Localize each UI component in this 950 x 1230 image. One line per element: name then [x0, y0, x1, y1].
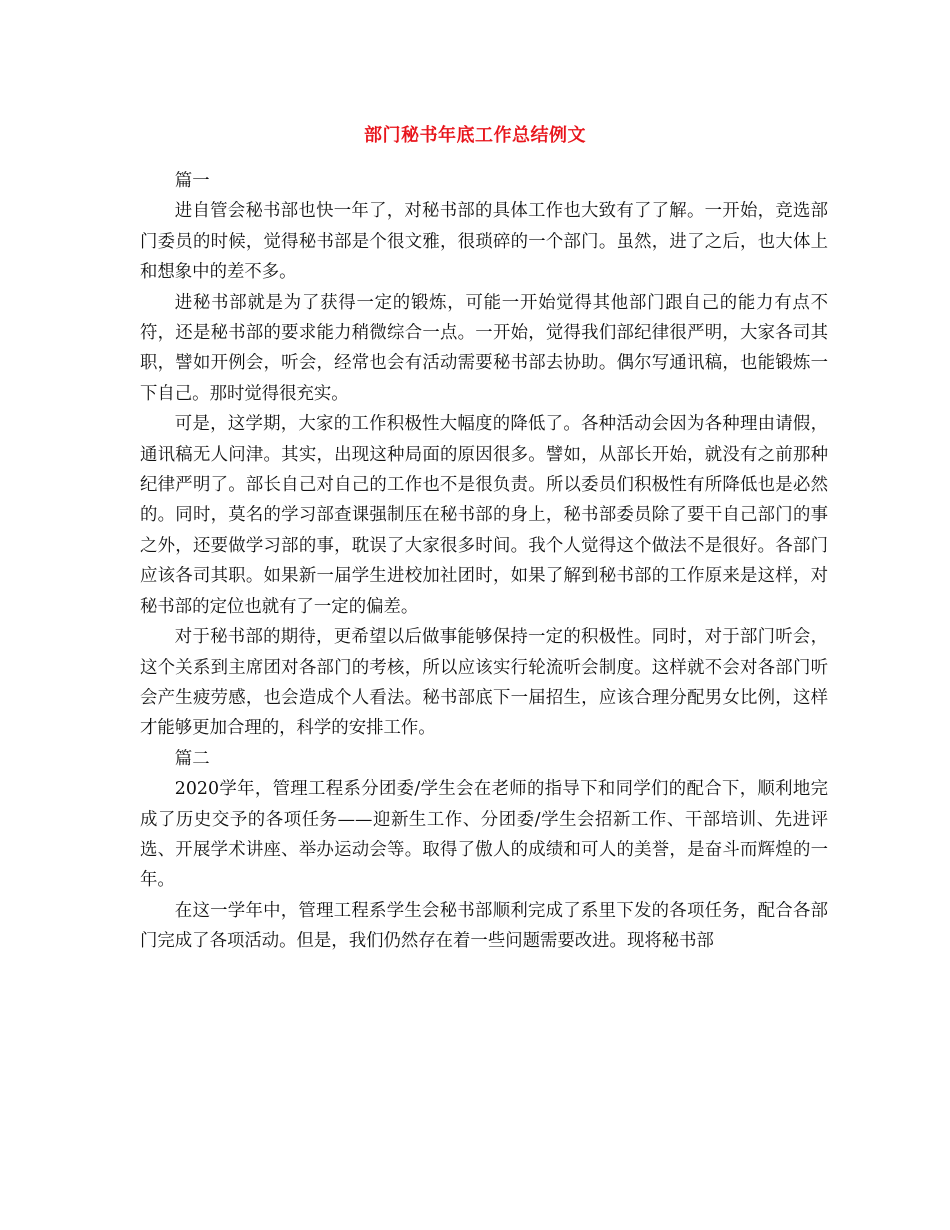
document-body — [140, 166, 828, 957]
paragraph: 对于秘书部的期待，更希望以后做事能够保持一定的积极性。同时，对于部门听会，这个关系到主席团对各部门的考核，所以应该实行轮流听会制度。这样就不会对各部门听会产生疲劳感，也会造成个人看法。秘书部底下一届招生，应该合理分配男女比例，这样才能够更加合理的，科学的安排工作。 — [140, 627, 828, 739]
paragraph: 2020学年，管理工程系分团委/学生会在老师的指导下和同学们的配合下，顺利地完成了历史交予的各项任务——迎新生工作、分团委/学生会招新工作、干部培训、先进评选、开展学术讲座、举办运动会等。取得了傲人的成绩和可人的美誉，是奋斗而辉煌的一年。 — [140, 779, 828, 891]
paragraph: 可是，这学期，大家的工作积极性大幅度的降低了。各种活动会因为各种理由请假，通讯稿无人问津。其实，出现这种局面的原因很多。譬如，从部长开始，就没有之前那种纪律严明了。部长自己对自己的工作也不是很负责。所以委员们积极性有所降低也是必然的。同时，莫名的学习部查课强制压在秘书部的身上，秘书部委员除了要干自己部门的事之外，还要做学习部的事，耽误了大家很多时间。我个人觉得这个做法不是很好。各部门应该各司其职。如果新一届学生进校加社团时，如果了解到秘书部的工作原来是这样，对秘书部的定位也就有了一定的偏差。 — [140, 414, 828, 617]
document-title: 部门秘书年底工作总结例文 — [364, 125, 586, 146]
section-label-2: 篇二 — [174, 748, 210, 769]
paragraph: 在这一学年中，管理工程系学生会秘书部顺利完成了系里下发的各项任务，配合各部门完成了各项活动。但是，我们仍然存在着一些问题需要改进。现将秘书部 — [140, 900, 828, 952]
section-label-1: 篇一 — [174, 171, 210, 191]
paragraph: 进秘书部就是为了获得一定的锻炼，可能一开始觉得其他部门跟自己的能力有点不符，还是秘书部的要求能力稍微综合一点。一开始，觉得我们部纪律很严明，大家各司其职，譬如开例会，听会，经常也会有活动需要秘书部去协助。偶尔写通讯稿，也能锻炼一下自己。那时觉得很充实。 — [140, 292, 828, 404]
paragraph: 进自管会秘书部也快一年了，对秘书部的具体工作也大致有了了解。一开始，竞选部门委员的时候，觉得秘书部是个很文雅，很琐碎的一个部门。虽然，进了之后，也大体上和想象中的差不多。 — [140, 201, 828, 283]
